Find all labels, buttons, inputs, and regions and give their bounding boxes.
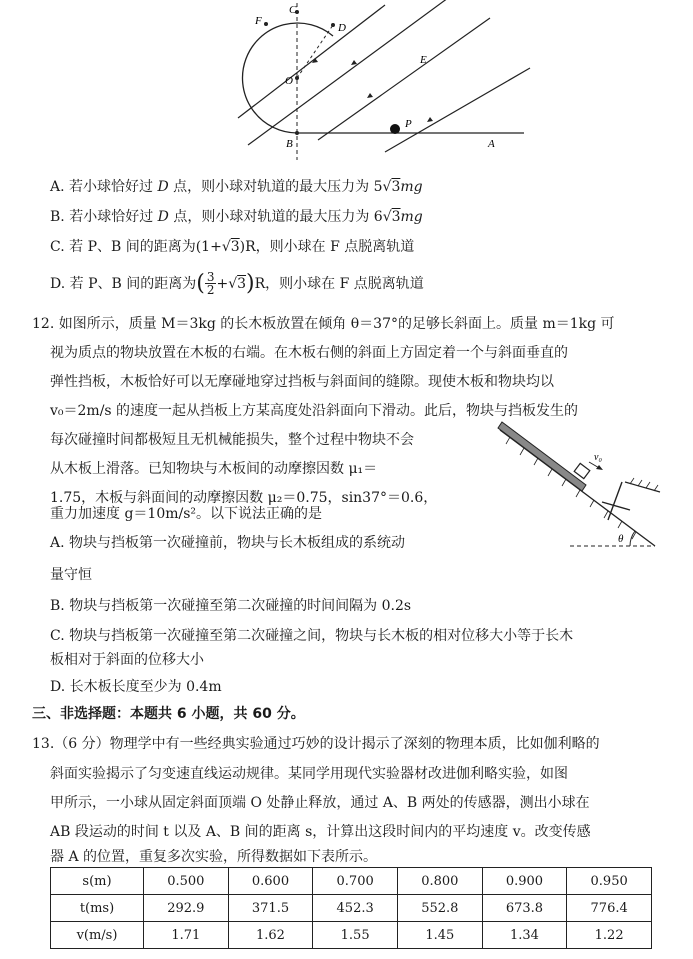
table-cell: 0.800 [397,868,482,895]
point-f [264,22,268,26]
block [574,463,590,478]
table-cell: 0.950 [567,868,652,895]
section-three-heading: 三、非选择题：本题共 6 小题，共 60 分。 [32,706,305,722]
label-e: E [420,54,427,66]
point-b [295,131,299,135]
data-table [50,867,652,949]
q12-line-7: 1.75，木板与斜面间的动摩擦因数 μ₂＝0.75，sin37°＝0.6， [50,490,438,506]
table-row [51,922,652,949]
q12-line-1: 12. 如图所示，质量 M＝3kg 的长木板放置在倾角 θ＝37°的足够长斜面上。质量 m＝1kg 可 [32,316,615,332]
row-header: s(m) [51,868,144,895]
row-header: t(ms) [51,895,144,922]
q12-option-a-2: 量守恒 [50,567,92,583]
baffle [608,482,622,520]
table-cell: 1.45 [397,922,482,949]
q11-option-a: A. 若小球恰好过 D 点，则小球对轨道的最大压力为 5√3mg [50,179,423,195]
q13-line-4: AB 段运动的时间 t 以及 A、B 间的距离 s，计算出这段时间内的平均速度 v。改变传感 [50,824,591,840]
q11-option-c: C. 若 P、B 间的距离为(1+√3)R，则小球在 F 点脱离轨道 [50,239,415,255]
q12-option-b: B. 物块与挡板第一次碰撞至第二次碰撞的时间间隔为 0.2s [50,598,412,614]
q13-line-1: 13.（6 分）物理学中有一些经典实验通过巧妙的设计揭示了深刻的物理本质，比如伽利略的 [32,736,600,752]
table-cell: 0.500 [144,868,229,895]
label-b: B [286,138,293,150]
q12-option-c-2: 板相对于斜面的位移大小 [50,652,204,668]
label-o: O [285,75,293,87]
point-o [295,76,299,80]
q13-line-5: 器 A 的位置，重复多次实验，所得数据如下表所示。 [50,849,378,865]
label-theta: θ [618,533,624,545]
label-f: F [255,15,262,27]
q12-line-6: 从木板上滑落。已知物块与木板间的动摩擦因数 μ₁＝ [50,461,378,477]
table-cell: 1.34 [482,922,567,949]
table-cell: 776.4 [567,895,652,922]
table-cell: 1.71 [144,922,229,949]
label-c: C [289,4,297,16]
ball-p [390,124,400,134]
q12-option-c-1: C. 物块与挡板第一次碰撞至第二次碰撞之间，物块与长木板的相对位移大小等于长木 [50,628,574,644]
q12-option-a-1: A. 物块与挡板第一次碰撞前，物块与长木板组成的系统动 [50,535,406,551]
field-line-4 [385,68,530,152]
label-v0: v₀ [594,452,602,463]
label-p: P [405,118,412,130]
q13-line-3: 甲所示，一小球从固定斜面顶端 O 处静止释放，通过 A、B 两处的传感器，测出小球在 [50,795,590,811]
q11-option-d: D. 若 P、B 间的距离为 ( 3 2 + √ 3 ) R，则小球在 F 点脱离轨道 [50,270,424,297]
label-a: A [488,138,495,150]
table-cell: 552.8 [397,895,482,922]
q11-option-b: B. 若小球恰好过 D 点，则小球对轨道的最大压力为 6√3mg [50,209,423,225]
q12-line-3: 弹性挡板，木板恰好可以无摩碰地穿过挡板与斜面间的缝隙。现使木板和物块均以 [50,374,554,390]
table-cell: 1.55 [313,922,398,949]
od-dashed-line [297,25,333,78]
long-board [498,422,586,491]
q12-option-d: D. 长木板长度至少为 0.4m [50,679,222,695]
field-line-2 [248,0,448,145]
table-cell: 371.5 [228,895,313,922]
incline-figure [490,420,670,560]
q12-line-4: v₀＝2m/s 的速度一起从挡板上方某高度处沿斜面向下滑动。此后，物块与挡板发生的 [50,403,579,419]
table-cell: 0.600 [228,868,313,895]
q13-line-2: 斜面实验揭示了匀变速直线运动规律。某同学用现代实验器材改进伽利略实验，如图 [50,766,568,782]
table-row [51,868,652,895]
table-cell: 1.62 [228,922,313,949]
table-cell: 1.22 [567,922,652,949]
q12-line-2: 视为质点的物块放置在木板的右端。在木板右侧的斜面上方固定着一个与斜面垂直的 [50,345,568,361]
circle-track-figure [180,0,540,160]
table-cell: 452.3 [313,895,398,922]
table-cell: 0.700 [313,868,398,895]
row-header: v(m/s) [51,922,144,949]
q12-line-8: 重力加速度 g＝10m/s²。以下说法正确的是 [50,506,323,522]
q12-line-5: 每次碰撞时间都极短且无机械能损失，整个过程中物块不会 [50,432,414,448]
table-cell: 0.900 [482,868,567,895]
table-row [51,895,652,922]
table-cell: 673.8 [482,895,567,922]
table-cell: 292.9 [144,895,229,922]
label-d: D [338,22,346,34]
point-d [331,23,335,27]
